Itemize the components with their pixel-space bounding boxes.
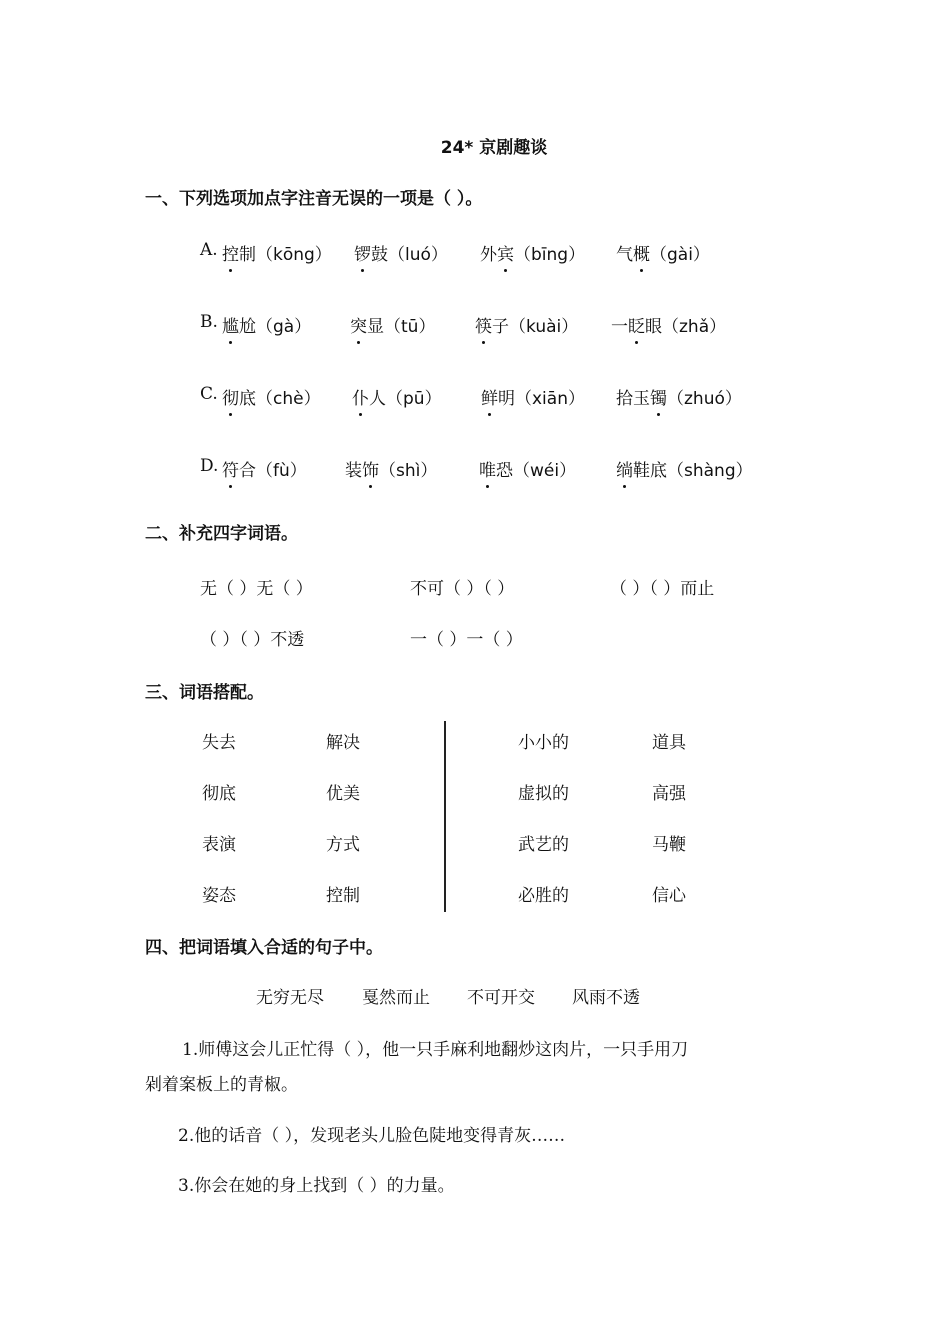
dotted-char: 唯 — [479, 456, 496, 481]
pinyin: （kuài） — [509, 317, 579, 337]
option-letter: A. — [200, 240, 218, 260]
dotted-char: 锣 — [354, 240, 371, 265]
match-word[interactable]: 控制 — [326, 886, 360, 906]
pinyin: （zhǎ） — [662, 317, 727, 337]
sentence-1-line-2: 剁着案板上的青椒。 — [145, 1075, 298, 1095]
dotted-char: 控 — [222, 240, 239, 265]
match-word[interactable]: 武艺的 — [518, 835, 569, 855]
option-item: 一眨眼（zhǎ） — [611, 312, 726, 337]
sentence-1-line-1[interactable]: 1.师傅这会儿正忙得（ ），他一只手麻利地翻炒这肉片，一只手用刀 — [182, 1040, 689, 1060]
dotted-char: 尴 — [222, 312, 239, 337]
pinyin: （chè） — [256, 389, 321, 409]
word-bank-item: 风雨不透 — [572, 988, 640, 1008]
option-item: 拾玉镯（zhuó） — [616, 384, 742, 409]
match-word[interactable]: 解决 — [326, 733, 360, 753]
dotted-char: 突 — [350, 312, 367, 337]
option-item: 锣鼓（luó） — [354, 240, 448, 265]
idiom-blank[interactable]: 不可（ ）（ ） — [410, 579, 515, 599]
option-d[interactable] — [200, 456, 753, 481]
match-word[interactable]: 马鞭 — [652, 835, 686, 855]
pinyin: （gà） — [256, 317, 312, 337]
option-item: 装饰（shì） — [345, 456, 437, 481]
pinyin: （bīng） — [514, 245, 586, 265]
match-word[interactable]: 优美 — [326, 784, 360, 804]
idiom-blank[interactable]: （ ）（ ）不透 — [200, 630, 305, 650]
match-word[interactable]: 必胜的 — [518, 886, 569, 906]
option-item: 尴尬（gà） — [222, 312, 311, 337]
section-2-heading: 二、补充四字词语。 — [145, 524, 298, 544]
dotted-char: 饰 — [362, 456, 379, 481]
idiom-blank[interactable]: 无（ ）无（ ） — [200, 579, 313, 599]
pinyin: （zhuó） — [667, 389, 742, 409]
sentence-3[interactable]: 3.你会在她的身上找到（ ）的力量。 — [178, 1176, 455, 1196]
word-bank-item: 无穷无尽 — [256, 988, 324, 1008]
match-word[interactable]: 姿态 — [202, 886, 236, 906]
section-1-heading: 一、下列选项加点字注音无误的一项是（ ）。 — [145, 189, 483, 209]
option-item: 鲜明（xiān） — [481, 384, 585, 409]
match-word[interactable]: 方式 — [326, 835, 360, 855]
section-3-heading: 三、词语搭配。 — [145, 683, 264, 703]
section-4-heading: 四、把词语填入合适的句子中。 — [145, 938, 383, 958]
pinyin: （luó） — [388, 245, 448, 265]
dotted-char: 鲜 — [481, 384, 498, 409]
option-item: 突显（tū） — [350, 312, 435, 337]
option-item: 绱鞋底（shàng） — [616, 456, 753, 481]
dotted-char: 符 — [222, 456, 239, 481]
dotted-char: 宾 — [497, 240, 514, 265]
option-item: 唯恐（wéi） — [479, 456, 576, 481]
dotted-char: 彻 — [222, 384, 239, 409]
match-word[interactable]: 高强 — [652, 784, 686, 804]
match-word[interactable]: 失去 — [202, 733, 236, 753]
match-word[interactable]: 虚拟的 — [518, 784, 569, 804]
option-item: 仆人（pū） — [352, 384, 442, 409]
word-bank-item: 戛然而止 — [362, 988, 430, 1008]
pinyin: （gài） — [650, 245, 710, 265]
word-bank-item: 不可开交 — [467, 988, 535, 1008]
page-title: 24* 京剧趣谈 — [440, 138, 548, 158]
pinyin: （pū） — [386, 389, 442, 409]
dotted-char: 仆 — [352, 384, 369, 409]
dotted-char: 概 — [633, 240, 650, 265]
match-word[interactable]: 彻底 — [202, 784, 236, 804]
pinyin: （shàng） — [667, 461, 753, 481]
option-b[interactable] — [200, 312, 727, 337]
option-letter: D. — [200, 456, 219, 476]
pinyin: （kōng） — [256, 245, 332, 265]
match-word[interactable]: 表演 — [202, 835, 236, 855]
option-item: 符合（fù） — [222, 456, 307, 481]
pinyin: （wéi） — [513, 461, 577, 481]
matching-divider — [444, 721, 446, 912]
match-word[interactable]: 信心 — [652, 886, 686, 906]
pinyin: （xiān） — [515, 389, 585, 409]
option-c[interactable] — [200, 384, 742, 409]
pinyin: （fù） — [256, 461, 307, 481]
option-item: 外宾（bīng） — [480, 240, 585, 265]
pinyin: （tū） — [384, 317, 436, 337]
option-item: 筷子（kuài） — [475, 312, 578, 337]
idiom-blank[interactable]: 一（ ）一（ ） — [410, 630, 523, 650]
option-item: 彻底（chè） — [222, 384, 321, 409]
idiom-blank[interactable]: （ ）（ ）而止 — [610, 579, 715, 599]
option-a[interactable] — [200, 240, 710, 265]
match-word[interactable]: 道具 — [652, 733, 686, 753]
option-item: 气概（gài） — [616, 240, 710, 265]
dotted-char: 镯 — [650, 384, 667, 409]
pinyin: （shì） — [379, 461, 438, 481]
match-word[interactable]: 小小的 — [518, 733, 569, 753]
dotted-char: 绱 — [616, 456, 633, 481]
sentence-2[interactable]: 2.他的话音（ ），发现老头儿脸色陡地变得青灰…… — [178, 1126, 566, 1146]
option-item: 控制（kōng） — [222, 240, 332, 265]
option-letter: C. — [200, 384, 218, 404]
dotted-char: 筷 — [475, 312, 492, 337]
dotted-char: 眨 — [628, 312, 645, 337]
option-letter: B. — [200, 312, 218, 332]
